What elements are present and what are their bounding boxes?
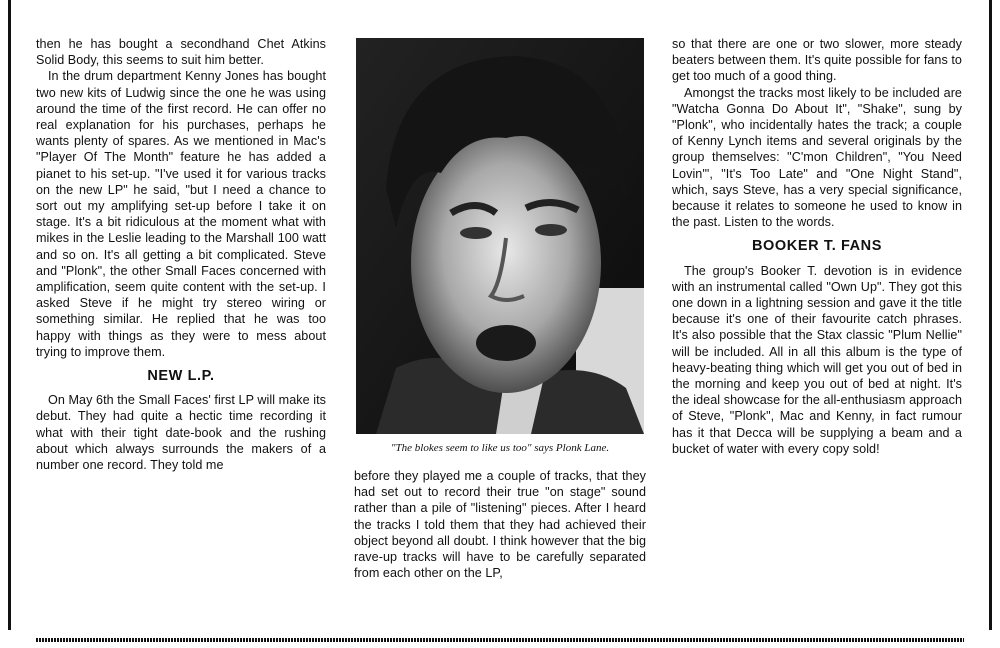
column3-paragraph-2: Amongst the tracks most likely to be included are "Watcha Gonna Do About It", "Shake", sung by "Plonk", who incidentally hates the track; a couple of Kenny Lynch items and several originals by the group themselves: "C'mon Children", "You Need Lovin'", "It's Too Late" and "One Night Stand", which, says Steve, has a very special significance, because it relates to someone he used to know in the past. Listen to the words. <box>672 85 962 230</box>
section-heading-booker-t-fans: BOOKER T. FANS <box>751 238 883 255</box>
column1-paragraph-2: In the drum department Kenny Jones has bought two new kits of Ludwig since the one he was using around the time of the first record. He can offer no real explanation for his purchases, perhaps he wants plenty of spares. As we mentioned in Mac's "Player Of The Month" feature he has added a pianet to his set-up. "I've used it for various tracks on the new LP" he said, "but I need a chance to sort out my amplifying set-up before I take it on stage. It's a bit ridiculous at the moment what with mikes in the Leslie leading to the Marshall 100 watt and so on. It's all getting a bit complicated. Steve and "Plonk", the other Small Faces concerned with amplification, seem quite content with the set-up. I asked Steve if he might try stereo wiring or something similar. He replied that he was too happy with things as they were to mess about trying to improve them. <box>36 69 326 359</box>
portrait-illustration <box>356 38 644 434</box>
column1-paragraph-1: then he has bought a secondhand Chet Atkins Solid Body, this seems to suit him better. <box>36 37 326 68</box>
article-column-3 <box>672 36 962 457</box>
column3-paragraph-1: so that there are one or two slower, more steady beaters between them. It's quite possible for fans to get too much of a good thing. <box>672 37 962 84</box>
photo-caption: "The blokes seem to like us too" says Plonk Lane. <box>390 442 610 454</box>
column2-paragraph-1: before they played me a couple of tracks, that they had set out to record their true "on stage" sound rather than a pile of "listening" pieces. After I heard the tracks I told them that they had achieved their object beyond all doubt. I think however that the big rave-up tracks will have to be carefully separated from each other on the LP, <box>354 469 646 581</box>
article-column-2 <box>354 468 646 581</box>
article-column-1 <box>36 36 326 473</box>
column3-paragraph-3: The group's Booker T. devotion is in evidence with an instrumental called "Own Up". They got this one down in a lightning session and gave it the title because it's one of their favourite catch phrases. It's also possible that the Stax classic "Plum Nellie" will be included. All in all this album is the type of heavy-beating thing which will get you out of bed in the morning and keep you out of bed at night. It's the ideal showcase for the all-enthusiasm approach of Steve, "Plonk", Mac and Kenny, in fact rumour has it that Decca will be supplying a beam and a bucket of water with every copy sold! <box>672 263 962 456</box>
section-heading-new-lp: NEW L.P. <box>147 368 215 385</box>
column1-paragraph-3: On May 6th the Small Faces' first LP will make its debut. They had quite a hectic time recording it what with their tight date-book and the rushing about which always surrounds the makers of a number one record. They told me <box>36 393 326 473</box>
bottom-dotted-rule <box>36 638 964 642</box>
portrait-photo-icon <box>356 38 644 434</box>
